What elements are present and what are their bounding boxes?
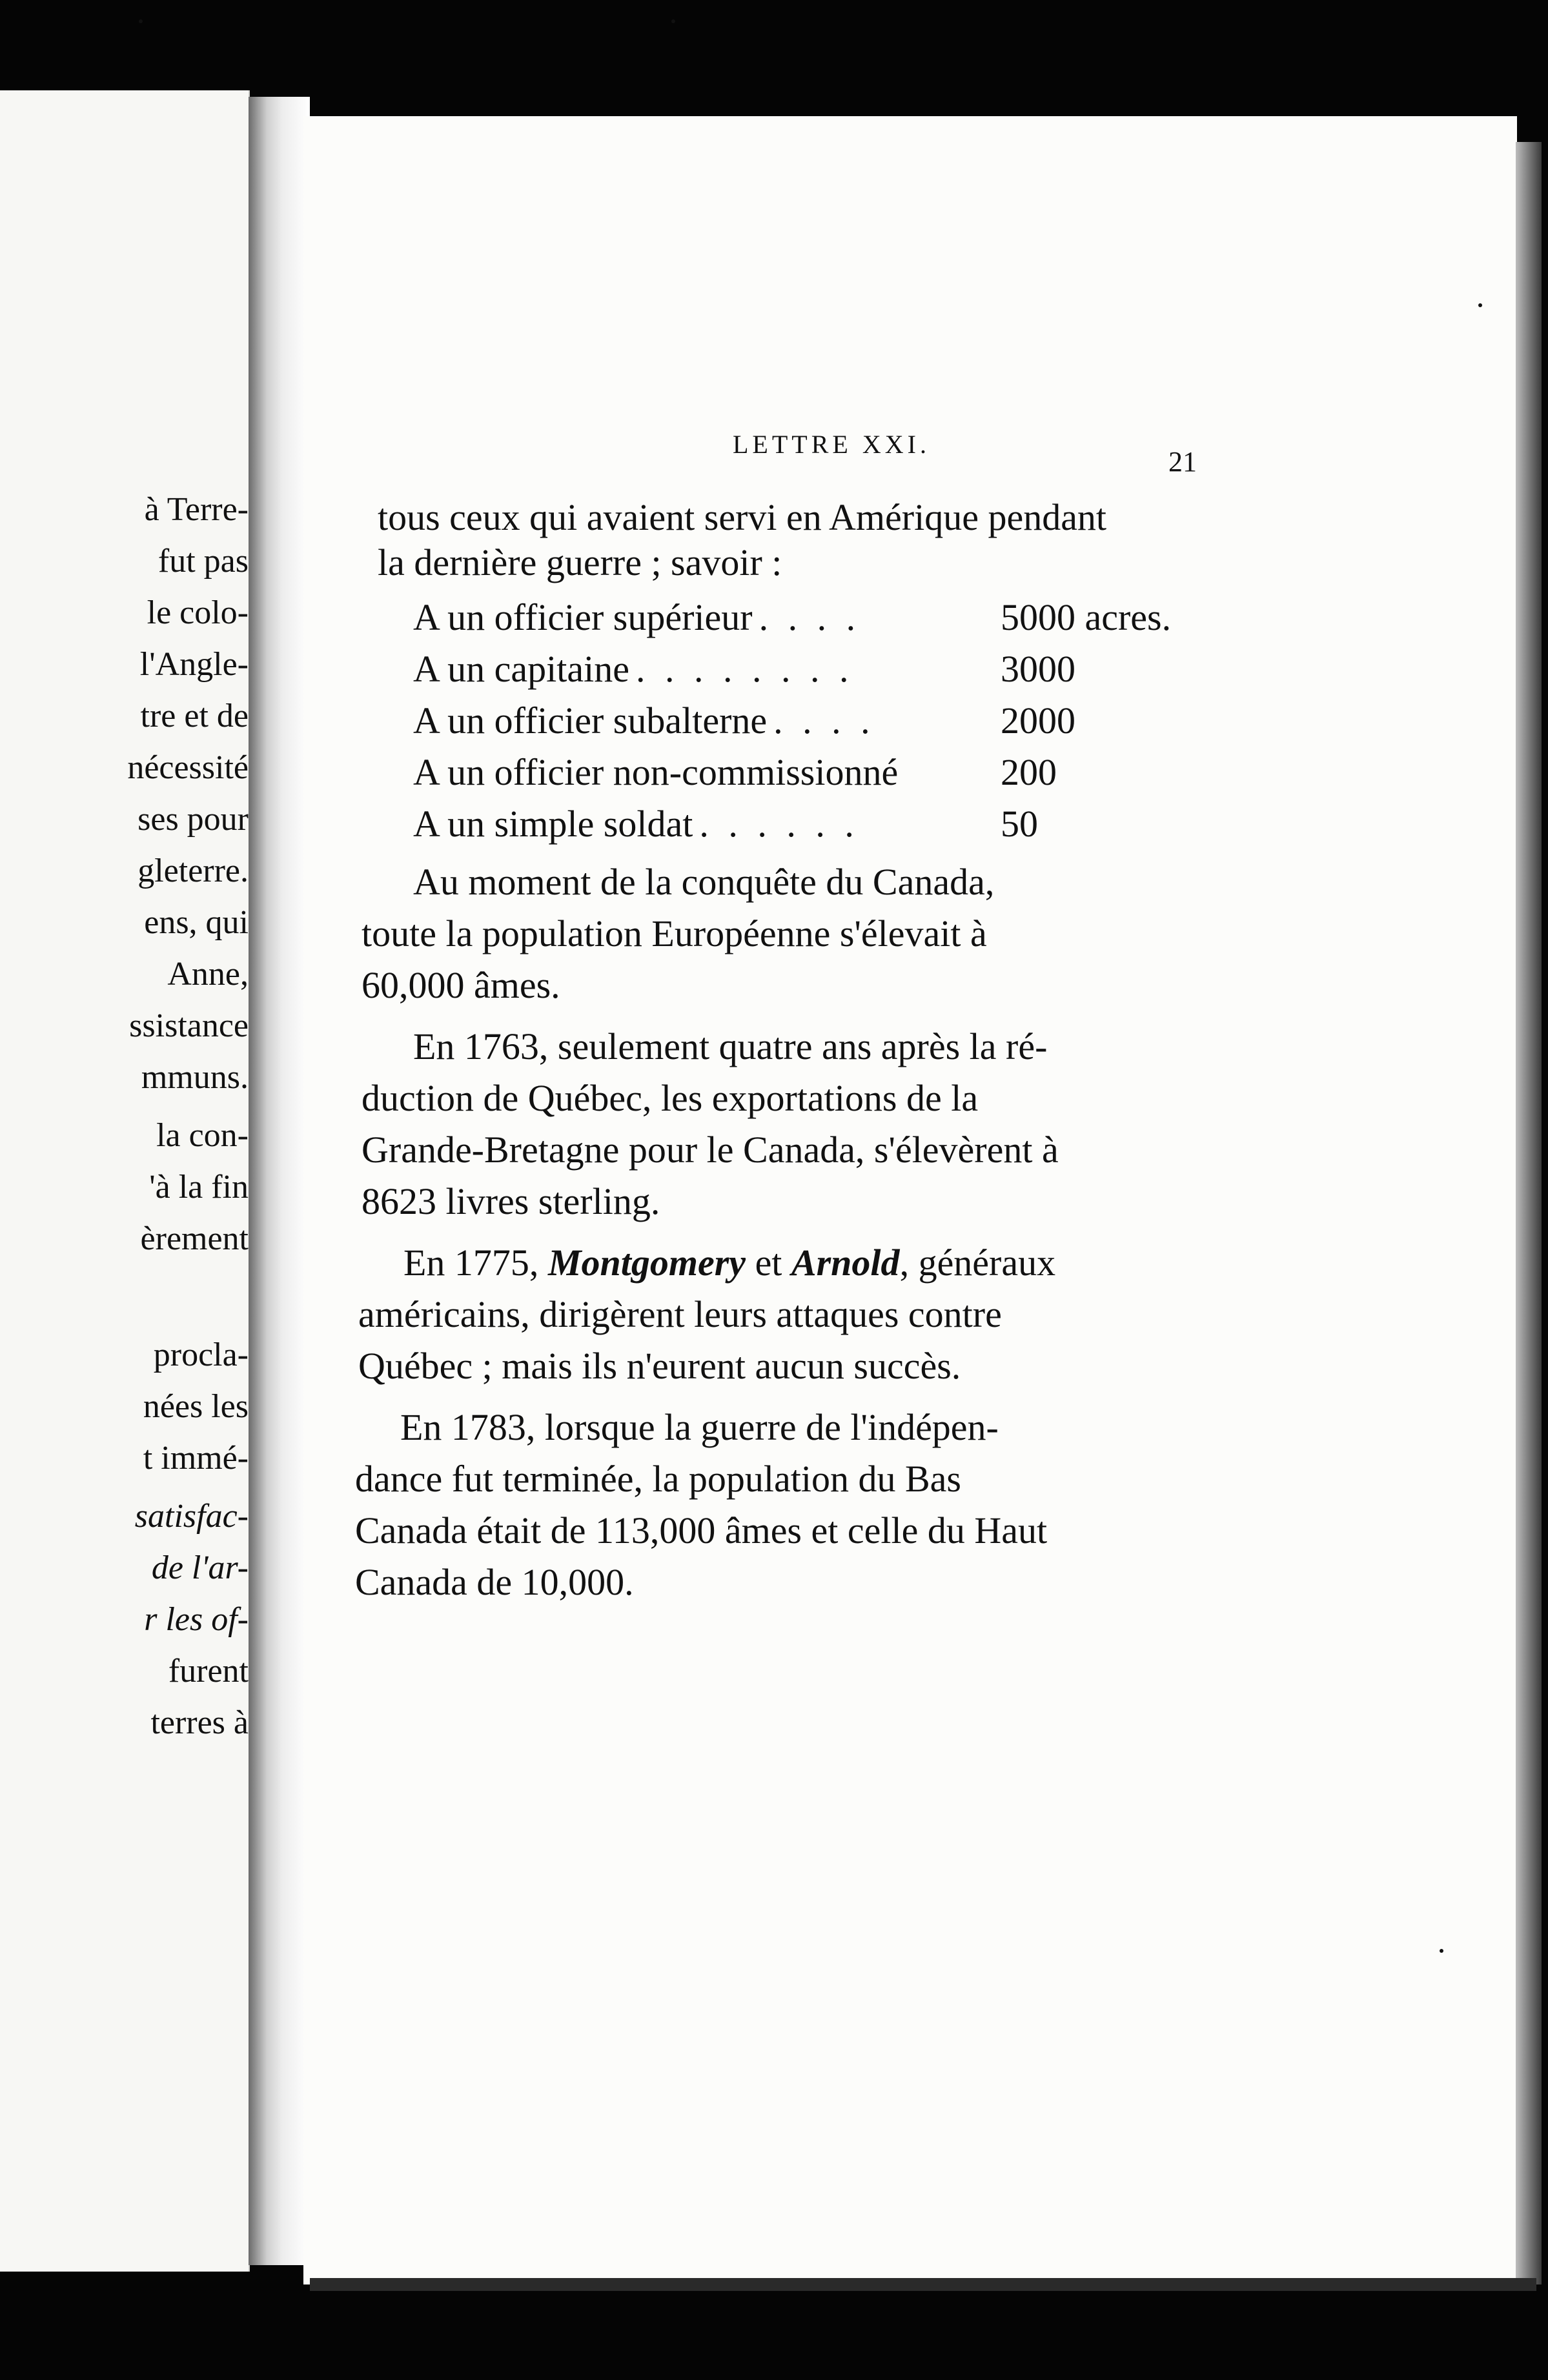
paragraph-3-prefix: En 1775, <box>403 1242 548 1284</box>
left-page-line: la con- <box>156 1117 249 1154</box>
left-page-line: ssistance <box>129 1007 249 1044</box>
left-page-line: ses pour <box>137 801 249 838</box>
grant-amount: 2000 <box>1001 700 1075 741</box>
scan-speck <box>1440 1949 1443 1953</box>
left-page-line: terres à <box>150 1704 249 1741</box>
grant-amount: 200 <box>1001 751 1057 793</box>
scan-speck <box>1478 303 1482 307</box>
scan-speck <box>139 19 143 23</box>
left-page-line: tre et de <box>140 698 249 734</box>
paragraph-1-line: toute la population Européenne s'élevait à <box>362 913 987 954</box>
grant-row <box>413 649 1194 690</box>
paragraph-3-line: Québec ; mais ils n'eurent aucun succès. <box>358 1345 961 1387</box>
left-page-line: de l'ar- <box>151 1549 249 1586</box>
page-edge-shadow <box>1516 142 1542 2284</box>
paragraph-2-line: En 1763, seulement quatre ans après la ré- <box>413 1025 1048 1067</box>
left-page-line: l'Angle- <box>139 646 249 683</box>
grant-label: A un officier subalterne <box>413 700 768 741</box>
grant-amount: 5000 acres. <box>1001 596 1172 638</box>
grant-leader: . . . . . . . . <box>636 649 854 690</box>
paragraph-1-line: 60,000 âmes. <box>362 964 560 1006</box>
paragraph-3-line <box>403 1242 1055 1284</box>
grant-label: A un officier supérieur <box>413 596 753 638</box>
left-page-line: procla- <box>153 1336 249 1373</box>
page-number: 21 <box>1168 446 1197 478</box>
paragraph-4-line: En 1783, lorsque la guerre de l'indépen- <box>400 1406 999 1448</box>
grant-leader: . . . . <box>773 700 875 741</box>
left-page-line: 'à la fin <box>149 1169 249 1205</box>
paragraph-2-line: duction de Québec, les exportations de la <box>362 1077 979 1119</box>
grant-amount: 3000 <box>1001 648 1075 690</box>
grant-label: A un capitaine <box>413 648 630 690</box>
book-gutter <box>249 97 310 2265</box>
left-page-line: r les of- <box>144 1601 249 1638</box>
person-name-montgomery: Montgomery <box>547 1242 746 1284</box>
left-page-line: furent <box>168 1653 249 1689</box>
page-bottom-shadow <box>310 2278 1536 2291</box>
grant-amount: 50 <box>1001 803 1038 845</box>
grant-row <box>413 752 1194 793</box>
left-page-line: Anne, <box>167 956 249 993</box>
left-page-line: gleterre. <box>137 852 249 889</box>
paragraph-4-line: Canada de 10,000. <box>355 1561 634 1603</box>
grant-label: A un officier non-commissionné <box>413 751 899 793</box>
person-name-arnold: Arnold <box>791 1242 900 1284</box>
left-page-line: mmuns. <box>141 1059 249 1096</box>
grant-leader <box>898 752 1001 793</box>
grant-row <box>413 597 1194 638</box>
scan-speck <box>671 19 675 23</box>
running-header: LETTRE XXI. <box>733 430 930 459</box>
left-page-line: t immé- <box>143 1440 249 1477</box>
paragraph-4-line: Canada était de 113,000 âmes et celle du Haut <box>355 1509 1048 1551</box>
grant-label: A un simple soldat <box>413 803 693 845</box>
intro-line-2: la dernière guerre ; savoir : <box>378 541 782 583</box>
left-page-line: èrement <box>140 1220 249 1257</box>
paragraph-3-suffix: , généraux <box>899 1242 1056 1284</box>
left-page-line: satisfac- <box>134 1498 249 1535</box>
left-page-line: nécessité <box>127 749 249 786</box>
paragraph-3-line: américains, dirigèrent leurs attaques contre <box>358 1293 1002 1335</box>
left-page-line: le colo- <box>147 594 249 631</box>
left-page-line: ens, qui <box>144 904 249 941</box>
grant-leader: . . . . <box>759 597 861 638</box>
paragraph-2-line: 8623 livres sterling. <box>362 1180 660 1222</box>
grant-row <box>413 803 1194 845</box>
left-page-line: nées les <box>143 1388 249 1425</box>
left-page-line: à Terre- <box>144 491 249 528</box>
paragraph-3-joiner: et <box>746 1242 791 1284</box>
paragraph-4-line: dance fut terminée, la population du Bas <box>355 1458 961 1500</box>
grant-row <box>413 700 1194 741</box>
paragraph-1-line: Au moment de la conquête du Canada, <box>413 861 995 903</box>
left-page-line: fut pas <box>158 543 249 580</box>
paragraph-2-line: Grande-Bretagne pour le Canada, s'élevèrent à <box>362 1129 1059 1171</box>
intro-line-1: tous ceux qui avaient servi en Amérique pendant <box>378 496 1107 538</box>
left-facing-page <box>0 90 250 2272</box>
grant-leader: . . . . . . <box>699 803 859 845</box>
